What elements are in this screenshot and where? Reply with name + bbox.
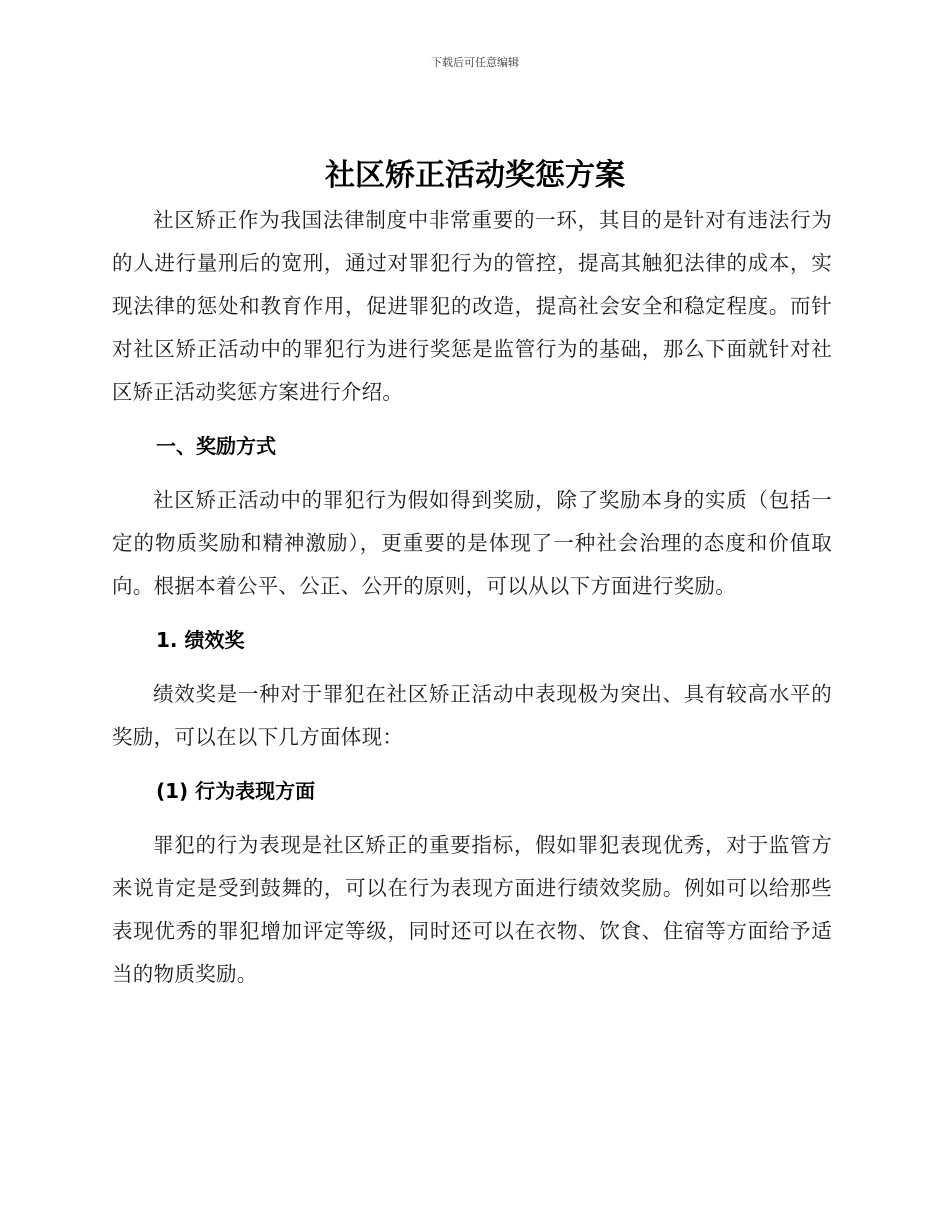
intro-paragraph: 社区矫正作为我国法律制度中非常重要的一环，其目的是针对有违法行为的人进行量刑后的宽刑，通过对罪犯行为的管控，提高其触犯法律的成本，实现法律的惩处和教育作用，促进罪犯的改造，提高社会安全和稳定程度。而针对社区矫正活动中的罪犯行为进行奖惩是监管行为的基础，那么下面就针对社区矫正活动奖惩方案进行介绍。: [112, 208, 832, 404]
document-body: [112, 199, 832, 996]
item-heading-behavior: (1) 行为表现方面: [156, 779, 316, 803]
document-title: 社区矫正活动奖惩方案: [325, 158, 625, 193]
item-behavior-paragraph: 罪犯的行为表现是社区矫正的重要指标，假如罪犯表现优秀，对于监管方来说肯定是受到鼓舞的，可以在行为表现方面进行绩效奖励。例如可以给那些表现优秀的罪犯增加评定等级，同时还可以在衣物、饮食、住宿等方面给予适当的物质奖励。: [112, 833, 832, 986]
page-header-note: 下载后可任意编辑: [431, 56, 519, 69]
section-rewards-paragraph: 社区矫正活动中的罪犯行为假如得到奖励，除了奖励本身的实质（包括一定的物质奖励和精神激励），更重要的是体现了一种社会治理的态度和价值取向。根据本着公平、公正、公开的原则，可以从以下方面进行奖励。: [112, 488, 832, 598]
subsection-heading-performance-award: 1. 绩效奖: [156, 628, 245, 652]
section-heading-rewards: 一、奖励方式: [156, 434, 276, 458]
subsection-performance-paragraph: 绩效奖是一种对于罪犯在社区矫正活动中表现极为突出、具有较高水平的奖励，可以在以下几方面体现：: [112, 682, 832, 749]
